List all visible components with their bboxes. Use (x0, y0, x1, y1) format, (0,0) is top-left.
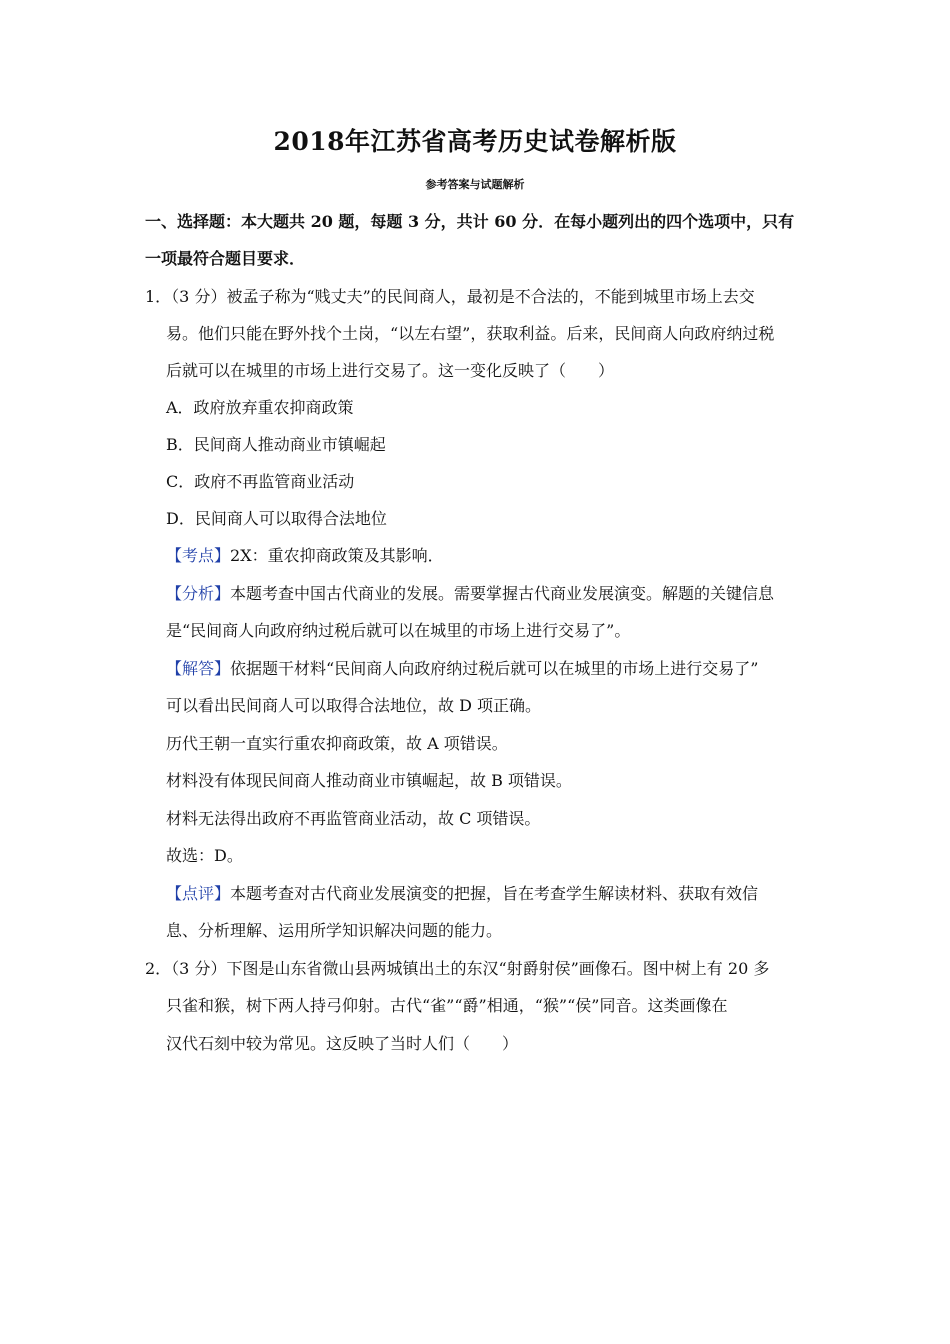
q1-stem-line-2: 易。他们只能在野外找个土岗，“以左右望”，获取利益。后来，民间商人向政府纳过税 (166, 324, 775, 343)
q1-jieda-line-4: 材料没有体现民间商人推动商业市镇崛起，故 B 项错误。 (166, 771, 572, 790)
q2-stem-line-2: 只雀和猴，树下两人持弓仰射。古代“雀”“爵”相通，“猴”“侯”同音。这类画像在 (166, 996, 728, 1015)
q1-jieda-line-2: 可以看出民间商人可以取得合法地位，故 D 项正确。 (166, 696, 542, 715)
dianping-tag: 【点评】 (166, 884, 231, 903)
q1-jieda-line-1 (166, 658, 758, 680)
q1-stem-line-3: 后就可以在城里的市场上进行交易了。这一变化反映了（ ） (166, 361, 615, 380)
q1-dianping-line-2: 息、分析理解、运用所学知识解决问题的能力。 (166, 921, 503, 940)
q1-option-d: D．民间商人可以取得合法地位 (166, 509, 387, 528)
q2-stem-line-3: 汉代石刻中较为常见。这反映了当时人们（ ） (166, 1034, 519, 1053)
section-heading-line-1: 一、选择题：本大题共 20 题，每题 3 分，共计 60 分．在每小题列出的四个选项中，只有 (145, 212, 795, 231)
kaodian-text: 2X：重农抑商政策及其影响． (230, 546, 444, 565)
q1-kaodian (166, 545, 444, 567)
fenxi-text-1: 本题考查中国古代商业的发展。需要掌握古代商业发展演变。解题的关键信息 (230, 584, 775, 603)
q1-option-c: C．政府不再监管商业活动 (166, 472, 355, 491)
fenxi-tag: 【分析】 (166, 584, 231, 603)
q1-option-a: A．政府放弃重农抑商政策 (166, 398, 354, 417)
page-subtitle: 参考答案与试题解析 (425, 178, 525, 191)
jieda-tag: 【解答】 (166, 659, 231, 678)
q1-dianping-line-1 (166, 883, 758, 905)
page-title: 2018年江苏省高考历史试卷解析版 (273, 127, 677, 156)
q1-stem-line-1: 1．（3 分）被孟子称为“贱丈夫”的民间商人，最初是不合法的，不能到城里市场上去交 (145, 287, 755, 306)
q1-option-b: B．民间商人推动商业市镇崛起 (166, 435, 386, 454)
q2-stem-line-1: 2．（3 分）下图是山东省微山县两城镇出土的东汉“射爵射侯”画像石。图中树上有 20 多 (145, 959, 770, 978)
q1-fenxi-line-1 (166, 583, 774, 605)
q1-fenxi-line-2: 是“民间商人向政府纳过税后就可以在城里的市场上进行交易了”。 (166, 621, 631, 640)
q1-jieda-line-6: 故选：D。 (166, 846, 243, 865)
q1-jieda-line-5: 材料无法得出政府不再监管商业活动，故 C 项错误。 (166, 809, 541, 828)
jieda-text-1: 依据题干材料“民间商人向政府纳过税后就可以在城里的市场上进行交易了” (230, 659, 759, 678)
q1-jieda-line-3: 历代王朝一直实行重农抑商政策，故 A 项错误。 (166, 734, 508, 753)
dianping-text-1: 本题考查对古代商业发展演变的把握，旨在考查学生解读材料、获取有效信 (230, 884, 759, 903)
section-heading-line-2: 一项最符合题目要求． (145, 249, 306, 268)
kaodian-tag: 【考点】 (166, 546, 231, 565)
